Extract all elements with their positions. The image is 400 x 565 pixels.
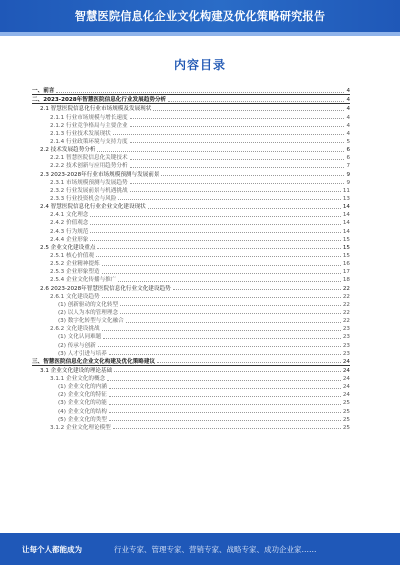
toc-entry-label: 2.2 技术发展趋势分析 [40,147,96,154]
toc-entry-page: 25 [342,424,350,431]
toc-entry[interactable] [32,235,350,243]
toc-leader-dots [120,305,341,306]
toc-leader-dots [120,313,341,314]
toc-leader-dots [113,134,345,135]
toc-entry-label: 2.1.3 行业技术发展现状 [50,130,111,137]
toc-entry[interactable] [32,153,350,161]
toc-leader-dots [113,428,341,429]
toc-entry[interactable] [32,308,350,316]
toc-entry-page: 6 [346,155,350,162]
toc-leader-dots [107,380,341,381]
toc-entry-label: 2.6.2 文化建设挑战 [50,326,100,333]
toc-entry-page: 22 [342,318,350,325]
toc-entry-label: 2.6 2023-2028年智慧医院信息化行业文化建设趋势 [40,285,171,292]
toc-entry-label: 2.4.3 行为规范 [50,228,89,235]
toc-entry-page: 24 [342,384,350,391]
toc-entry-page: 24 [342,367,350,374]
toc-entry[interactable] [32,137,350,145]
table-of-contents [32,86,350,431]
toc-leader-dots [102,265,341,266]
toc-entry[interactable] [32,202,350,210]
toc-entry-label: 一、前言 [32,88,55,95]
toc-leader-dots [130,183,345,184]
footer-slogan: 让每个人都能成为 [22,544,82,554]
toc-leader-dots [148,208,341,209]
toc-entry-label: 3.1.2 企业文化理论模型 [50,424,111,431]
toc-entry[interactable] [32,340,350,348]
header-accent-line [0,32,400,36]
toc-entry-label: 2.5.2 企业精神提炼 [50,261,100,268]
toc-entry[interactable] [32,423,350,431]
toc-leader-dots [102,273,341,274]
toc-entry-page: 23 [342,350,350,357]
toc-entry-label: 三、智慧医院信息化企业文化构建及优化策略建议 [32,358,156,365]
toc-entry[interactable] [32,218,350,226]
toc-entry-page: 17 [342,269,350,276]
toc-entry-page: 11 [342,187,350,194]
toc-entry[interactable] [32,390,350,398]
toc-entry-page: 4 [346,122,350,129]
toc-leader-dots [109,396,341,397]
toc-entry-label: 2.4.2 价值观念 [50,220,89,227]
toc-leader-dots [109,404,341,405]
toc-leader-dots [161,175,344,176]
toc-entry-label: 2.2.2 技术创新与应用趋势分析 [50,163,128,170]
toc-entry-label: 2.5.4 企业文化传播与推广 [50,277,117,284]
toc-entry-page: 25 [342,408,350,415]
toc-leader-dots [96,256,341,257]
toc-leader-dots [157,362,341,363]
toc-leader-dots [130,167,345,168]
toc-entry[interactable] [32,194,350,202]
toc-leader-dots [130,191,341,192]
toc-entry-label: (2) 以人为本的管理理念 [58,309,119,316]
toc-entry[interactable] [32,104,350,112]
toc-entry-page: 25 [342,416,350,423]
toc-entry-page: 9 [346,171,350,178]
toc-entry-page: 15 [342,244,350,251]
toc-entry[interactable] [32,243,350,251]
toc-entry-label: (3) 人才引进与培养 [58,350,107,357]
toc-entry-page: 9 [346,179,350,186]
toc-entry[interactable] [32,406,350,414]
header-banner [0,0,400,32]
toc-entry-page: 4 [346,114,350,121]
toc-leader-dots [130,142,345,143]
toc-entry-label: 2.4.4 企业形象 [50,236,89,243]
toc-entry[interactable] [32,324,350,332]
toc-entry-page: 14 [342,220,350,227]
toc-leader-dots [103,338,341,339]
toc-entry-page: 4 [346,97,350,104]
toc-leader-dots [130,118,345,119]
toc-entry-label: 2.6.1 文化建设趋势 [50,293,100,300]
toc-entry-page: 25 [342,400,350,407]
toc-entry-label: 2.3.3 行业投资机会与风险 [50,195,117,202]
toc-entry[interactable] [32,210,350,218]
toc-entry-page: 24 [342,376,350,383]
toc-leader-dots [90,240,340,241]
toc-entry-label: (2) 传承与创新 [58,342,96,349]
toc-entry-label: (1) 创新驱动的文化转型 [58,301,119,308]
toc-entry[interactable] [32,300,350,308]
toc-leader-dots [130,126,345,127]
toc-entry-page: 15 [342,252,350,259]
toc-leader-dots [126,322,341,323]
toc-entry[interactable] [32,349,350,357]
toc-leader-dots [109,412,341,413]
toc-leader-dots [56,92,344,93]
toc-entry-page: 4 [346,88,350,95]
toc-leader-dots [173,289,341,290]
toc-entry-label: 2.3 2023-2028年行业市场规模预测与发展前景 [40,171,160,178]
toc-entry-label: 2.5.1 核心价值观 [50,252,94,259]
toc-entry-label: (3) 数字化转型与文化融合 [58,318,124,325]
toc-entry-page: 23 [342,334,350,341]
toc-entry-label: 2.1.1 行业市场规模与增长速度 [50,114,128,121]
toc-entry-page: 13 [342,195,350,202]
report-title: 智慧医院信息化企业文化构建及优化策略研究报告 [74,10,326,23]
toc-leader-dots [114,371,341,372]
toc-leader-dots [168,101,344,102]
toc-leader-dots [130,159,345,160]
toc-entry-label: 2.2.1 智慧医院信息化关键技术 [50,155,128,162]
toc-entry[interactable] [32,145,350,153]
toc-entry-label: 2.1.2 行业竞争格局与主要企业 [50,122,128,129]
toc-entry[interactable] [32,357,350,366]
toc-entry-page: 15 [342,236,350,243]
toc-entry[interactable] [32,169,350,177]
toc-leader-dots [109,388,341,389]
toc-entry-label: 二、2023-2028年智慧医院信息化行业发展趋势分析 [32,97,167,104]
toc-entry-label: 2.4 智慧医院信息化行业企业文化建设现状 [40,204,146,211]
toc-entry[interactable] [32,332,350,340]
toc-entry[interactable] [32,226,350,234]
toc-entry-page: 22 [342,301,350,308]
toc-entry-label: (3) 企业文化的功能 [58,400,107,407]
toc-entry-page: 14 [342,212,350,219]
toc-leader-dots [102,297,341,298]
toc-entry-label: 2.5 企业文化建设重点 [40,244,96,251]
toc-entry-page: 5 [346,138,350,145]
toc-entry[interactable] [32,129,350,137]
toc-entry[interactable] [32,121,350,129]
toc-entry-page: 22 [342,293,350,300]
toc-leader-dots [97,248,340,249]
toc-leader-dots [98,346,341,347]
toc-entry[interactable] [32,283,350,291]
toc-entry[interactable] [32,374,350,382]
toc-entry-page: 14 [342,228,350,235]
toc-entry-label: 3.1.1 企业文化的概念 [50,376,106,383]
toc-leader-dots [118,281,341,282]
toc-entry[interactable] [32,161,350,169]
toc-leader-dots [90,224,340,225]
toc-entry-page: 7 [346,163,350,170]
toc-entry[interactable] [32,267,350,275]
toc-entry-page: 22 [342,309,350,316]
toc-entry[interactable] [32,316,350,324]
toc-entry[interactable] [32,186,350,194]
toc-entry-label: 2.3.2 行业发展前景与机遇挑战 [50,187,128,194]
toc-entry-label: (2) 企业文化的特征 [58,392,107,399]
toc-entry[interactable] [32,251,350,259]
footer-banner [0,533,400,565]
toc-entry-page: 18 [342,277,350,284]
toc-entry-label: (1) 企业文化的内涵 [58,384,107,391]
toc-entry[interactable] [32,112,350,120]
toc-entry[interactable] [32,259,350,267]
toc-entry-label: (5) 企业文化的类型 [58,416,107,423]
toc-entry-page: 14 [342,204,350,211]
toc-entry-label: (4) 企业文化的结构 [58,408,107,415]
toc-leader-dots [153,110,344,111]
toc-entry-page: 4 [346,130,350,137]
toc-entry-page: 22 [342,285,350,292]
toc-leader-dots [109,354,341,355]
toc-entry[interactable] [32,366,350,374]
toc-entry[interactable] [32,275,350,283]
toc-leader-dots [118,199,341,200]
toc-entry-page: 23 [342,326,350,333]
toc-leader-dots [97,151,344,152]
toc-entry-page: 23 [342,342,350,349]
toc-entry-page: 16 [342,261,350,268]
toc-entry[interactable] [32,398,350,406]
toc-entry[interactable] [32,95,350,104]
toc-leader-dots [109,420,341,421]
toc-entry-label: 2.1 智慧医院信息化行业市场规模及发展现状 [40,106,152,113]
toc-entry-label: 2.1.4 行业政策环境与支持力度 [50,138,128,145]
toc-leader-dots [90,232,340,233]
toc-entry-label: 2.5.3 企业形象塑造 [50,269,100,276]
toc-entry[interactable] [32,292,350,300]
toc-leader-dots [90,216,340,217]
toc-entry-page: 24 [342,392,350,399]
toc-entry-label: (1) 文化认同难题 [58,334,102,341]
toc-leader-dots [102,330,341,331]
toc-entry-page: 6 [346,147,350,154]
toc-title: 内容目录 [173,58,226,72]
toc-entry-page: 4 [346,106,350,113]
toc-entry-page: 24 [342,358,350,365]
toc-entry-label: 3.1 企业文化建设的理论基础 [40,367,113,374]
toc-entry[interactable] [32,178,350,186]
toc-entry[interactable] [32,86,350,95]
toc-entry-label: 2.3.1 市场规模预测与发展趋势 [50,179,128,186]
toc-entry[interactable] [32,382,350,390]
toc-entry[interactable] [32,415,350,423]
toc-entry-label: 2.4.1 文化理念 [50,212,89,219]
footer-roles: 行业专家、管理专家、营销专家、战略专家、成功企业家…… [114,544,317,554]
